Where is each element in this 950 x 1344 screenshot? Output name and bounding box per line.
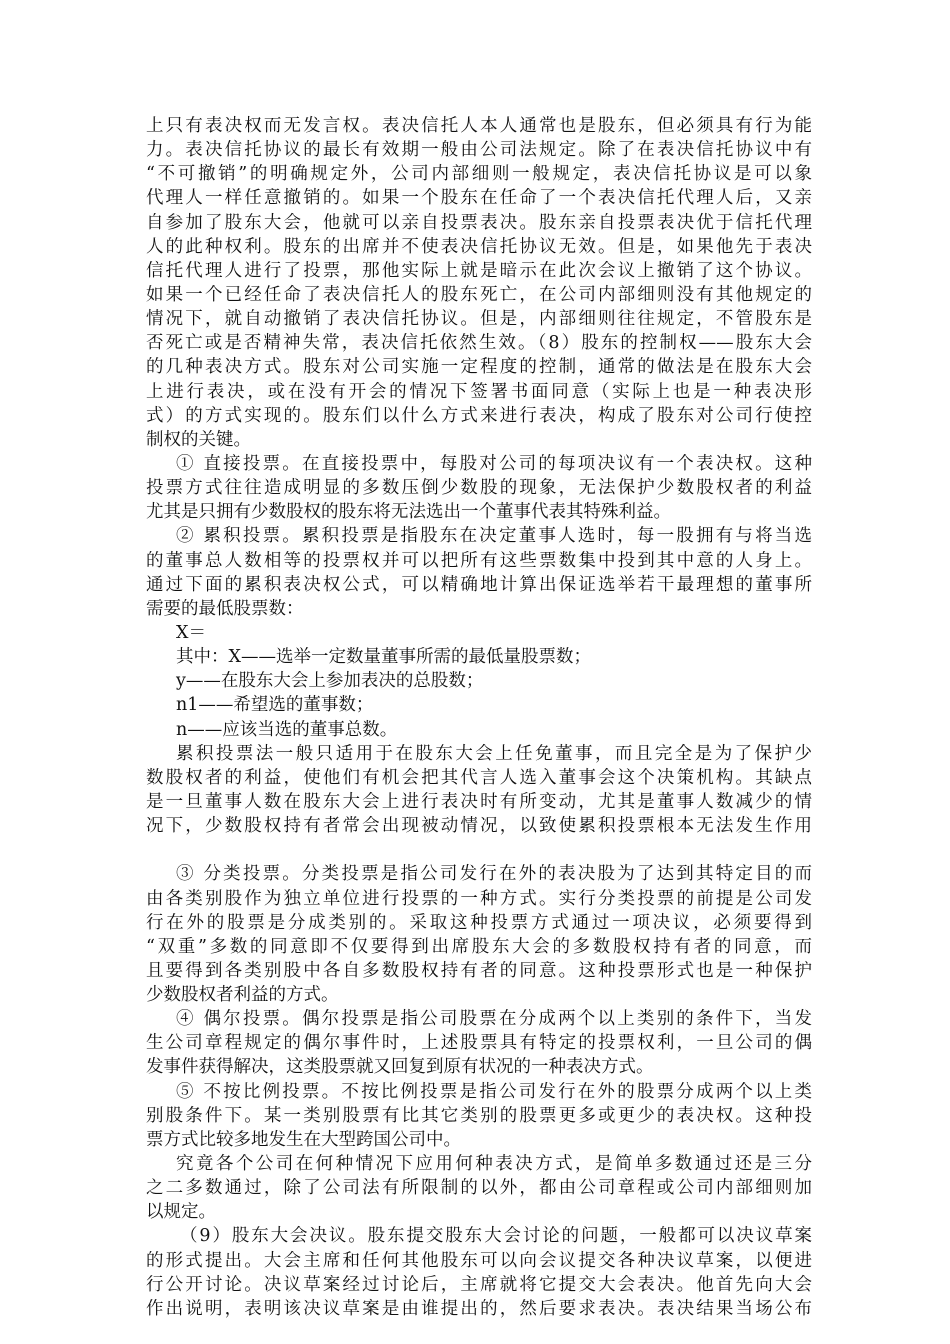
text-line: 力。表决信托协议的最长有效期一般由公司法规定。除了在表决信托协议中有 (146, 140, 812, 161)
text-line: “双重”多数的同意即不仅要得到出席股东大会的多数股权持有者的同意，而 (146, 936, 812, 957)
text-line: 式）的方式实现的。股东们以什么方式来进行表决，构成了股东对公司行使控 (146, 405, 812, 426)
text-line: 究竟各个公司在何种情况下应用何种表决方式，是简单多数通过还是三分 (176, 1154, 812, 1175)
text-line: 制权的关键。 (146, 429, 251, 450)
text-line: 信托代理人进行了投票，那他实际上就是暗示在此次会议上撤销了这个协议。 (146, 260, 812, 281)
text-line: 数股权者的利益，使他们有机会把其代言人选入董事会这个决策机构。其缺点 (146, 767, 812, 788)
text-line: 否死亡或是否精神失常，表决信托依然生效。（8）股东的控制权——股东大会 (146, 333, 812, 354)
text-line: 少数股权者利益的方式。 (146, 985, 339, 1006)
text-line: （9）股东大会决议。股东提交股东大会讨论的问题，一般都可以决议草案 (180, 1226, 812, 1247)
text-line: 上只有表决权而无发言权。表决信托人本人通常也是股东，但必须具有行为能 (146, 116, 812, 136)
formula-line: X＝ (176, 622, 206, 643)
blank-line (146, 838, 812, 862)
text-line: 的几种表决方式。股东对公司实施一定程度的控制，通常的做法是在股东大会 (146, 357, 812, 378)
text-line: 行在外的股票是分成类别的。采取这种投票方式通过一项决议，必须要得到 (146, 912, 812, 933)
text-line: 且要得到各类别股中各自多数股权持有者的同意。这种投票形式也是一种保护 (146, 960, 812, 981)
text-line: n1——希望选的董事数； (176, 695, 374, 716)
text-line: ① 直接投票。在直接投票中，每股对公司的每项决议有一个表决权。这种 (176, 453, 812, 474)
text-line: 代理人一样任意撤销的。如果一个股东在任命了一个表决信托代理人后，又亲 (146, 188, 812, 209)
document-page (146, 114, 812, 1321)
text-line: 的形式提出。大会主席和任何其他股东可以向会议提交各种决议草案，以便进 (146, 1250, 812, 1271)
text-line: 情况下，就自动撤销了表决信托协议。但是，内部细则往往规定，不管股东是 (146, 309, 812, 330)
text-line: 尤其是只拥有少数股权的股东将无法选出一个董事代表其特殊利益。 (146, 502, 671, 523)
text-line: y——在股东大会上参加表决的总股数； (176, 671, 484, 692)
text-line: 发事件获得解决，这类股票就又回复到原有状况的一种表决方式。 (146, 1057, 654, 1078)
text-line: n——应该当选的董事总数。 (176, 719, 398, 740)
text-line: 自参加了股东大会，他就可以亲自投票表决。股东亲自投票表决优于信托代理 (146, 212, 812, 233)
text-line: 其中：X——选举一定数量董事所需的最低量股票数； (176, 647, 591, 668)
text-line: ④ 偶尔投票。偶尔投票是指公司股票在分成两个以上类别的条件下，当发 (176, 1009, 812, 1030)
text-line: 况下，少数股权持有者常会出现被动情况，以致使累积投票根本无法发生作用 (146, 816, 812, 837)
text-line: 别股条件下。某一类别股票有比其它类别的股票更多或更少的表决权。这种投 (146, 1105, 812, 1126)
text-line: 票方式比较多地发生在大型跨国公司中。 (146, 1129, 461, 1150)
text-line: 的董事总人数相等的投票权并可以把所有这些票数集中投到其中意的人身上。 (146, 550, 812, 571)
text-line: 生公司章程规定的偶尔事件时，上述股票具有特定的投票权利，一旦公司的偶 (146, 1033, 812, 1054)
text-line: 投票方式往往造成明显的多数压倒少数股的现象，无法保护少数股权者的利益 (146, 478, 812, 499)
text-line: 通过下面的累积表决权公式，可以精确地计算出保证选举若干最理想的董事所 (146, 574, 812, 595)
text-line: “不可撤销”的明确规定外，公司内部细则一般规定，表决信托协议是可以象 (146, 164, 812, 185)
text-line: 上进行表决，或在没有开会的情况下签署书面同意（实际上也是一种表决形 (146, 381, 812, 402)
text-line: 如果一个已经任命了表决信托人的股东死亡，在公司内部细则没有其他规定的 (146, 284, 812, 305)
text-line: 累积投票法一般只适用于在股东大会上任免董事，而且完全是为了保护少 (176, 743, 812, 764)
text-line: ③ 分类投票。分类投票是指公司发行在外的表决股为了达到其特定目的而 (176, 864, 812, 885)
text-line: 行公开讨论。决议草案经过讨论后，主席就将它提交大会表决。他首先向大会 (146, 1274, 812, 1295)
text-line: 是一旦董事人数在股东大会上进行表决时有所变动，尤其是董事人数减少的情 (146, 791, 812, 812)
text-line: ⑤ 不按比例投票。不按比例投票是指公司发行在外的股票分成两个以上类 (176, 1081, 812, 1102)
text-line: 以规定。 (146, 1202, 216, 1223)
text-line: 人的此种权利。股东的出席并不使表决信托协议无效。但是，如果他先于表决 (146, 236, 812, 257)
text-line: 由各类别股作为独立单位进行投票的一种方式。实行分类投票的前提是公司发 (146, 888, 812, 909)
text-line: 作出说明，表明该决议草案是由谁提出的，然后要求表决。表决结果当场公布 (146, 1298, 812, 1319)
text-line: 之二多数通过，除了公司法有所限制的以外，都由公司章程或公司内部细则加 (146, 1178, 812, 1199)
text-line: 需要的最低股票数： (146, 598, 304, 619)
text-line: ② 累积投票。累积投票是指股东在决定董事人选时，每一股拥有与将当选 (176, 526, 812, 547)
